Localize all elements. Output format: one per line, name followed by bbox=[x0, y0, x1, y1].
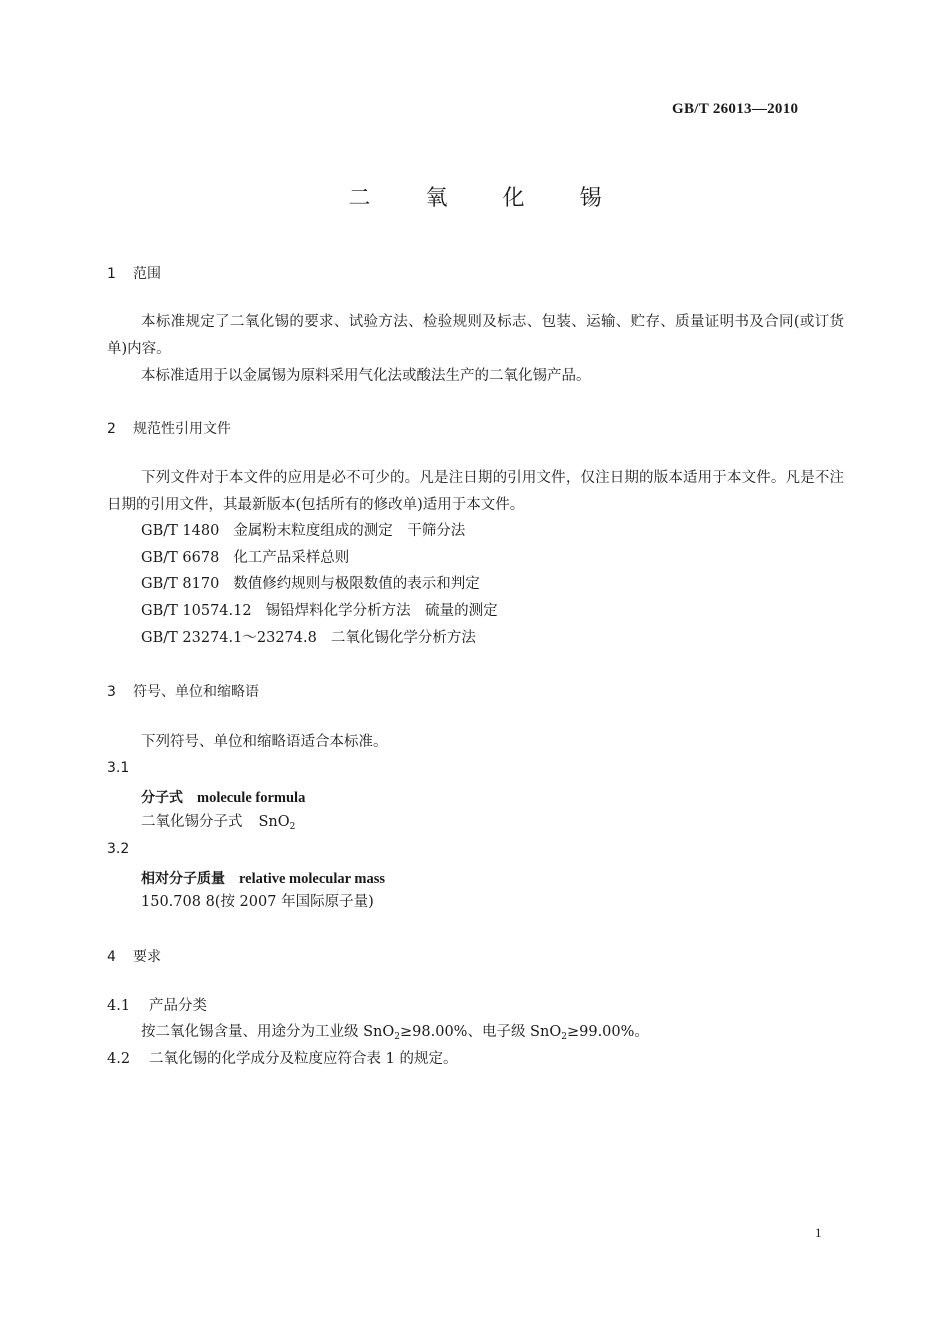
page-number: 1 bbox=[815, 1225, 822, 1240]
document-title: 二 氧 化 锡 bbox=[348, 186, 626, 211]
clause-4-2 bbox=[107, 1046, 457, 1073]
clause-number: 4.1 bbox=[107, 998, 131, 1014]
reference-title: 数值修约规则与极限数值的表示和判定 bbox=[233, 576, 480, 592]
definition-text: 二氧化锡分子式 bbox=[141, 814, 243, 830]
clause-text: 二氧化锡的化学成分及粒度应符合表 1 的规定。 bbox=[149, 1051, 458, 1067]
term-number: 3.1 bbox=[107, 760, 130, 776]
reference-code: GB/T 6678 bbox=[141, 550, 220, 566]
section-2-paragraph-1: 下列文件对于本文件的应用是必不可少的。凡是注日期的引用文件，仅注日期的版本适用于本文件。凡是不注日期的引用文件，其最新版本(包括所有的修改单)适用于本文件。 bbox=[107, 470, 844, 513]
term-definition: 150.708 8(按 2007 年国际原子量) bbox=[141, 894, 374, 910]
term-heading bbox=[141, 868, 385, 888]
section-title: 规范性引用文件 bbox=[133, 421, 231, 437]
term-chinese: 相对分子质量 bbox=[141, 871, 225, 887]
section-4-heading bbox=[107, 946, 161, 966]
reference-item bbox=[141, 545, 349, 572]
term-english: molecule formula bbox=[197, 790, 306, 806]
section-number: 4 bbox=[107, 949, 116, 965]
standard-number: GB/T 26013—2010 bbox=[672, 101, 799, 117]
reference-item bbox=[141, 625, 476, 652]
section-number: 2 bbox=[107, 421, 116, 437]
reference-item bbox=[141, 518, 465, 545]
section-title: 符号、单位和缩略语 bbox=[133, 684, 259, 700]
reference-item bbox=[141, 571, 480, 598]
section-3-heading bbox=[107, 681, 259, 701]
reference-item bbox=[141, 598, 498, 625]
section-3-paragraph-1: 下列符号、单位和缩略语适合本标准。 bbox=[141, 734, 388, 750]
term-english: relative molecular mass bbox=[239, 871, 386, 887]
reference-title: 二氧化锡化学分析方法 bbox=[330, 630, 476, 646]
reference-code: GB/T 1480 bbox=[141, 523, 220, 539]
clause-4-1-text: 按二氧化锡含量、用途分为工业级 SnO$_2$≥98.00%、电子级 SnO$_2$≥99.00%。 bbox=[141, 1024, 649, 1042]
section-number: 3 bbox=[107, 684, 116, 700]
section-1-paragraph-1: 本标准规定了二氧化锡的要求、试验方法、检验规则及标志、包装、运输、贮存、质量证明书及合同(或订货单)内容。 bbox=[107, 314, 844, 357]
reference-title: 化工产品采样总则 bbox=[233, 550, 350, 566]
term-heading bbox=[141, 787, 305, 807]
reference-title: 金属粉末粒度组成的测定 干筛分法 bbox=[233, 523, 466, 539]
clause-title: 产品分类 bbox=[149, 998, 207, 1014]
reference-title: 锡铅焊料化学分析方法 硫量的测定 bbox=[265, 603, 498, 619]
section-1-paragraph-2: 本标准适用于以金属锡为原料采用气化法或酸法生产的二氧化锡产品。 bbox=[141, 368, 591, 384]
clause-4-1-heading bbox=[107, 993, 207, 1020]
reference-code: GB/T 23274.1～23274.8 bbox=[141, 630, 317, 646]
clause-number: 4.2 bbox=[107, 1051, 131, 1067]
term-definition bbox=[141, 809, 295, 841]
section-number: 1 bbox=[107, 266, 116, 282]
term-chinese: 分子式 bbox=[141, 790, 183, 806]
reference-code: GB/T 10574.12 bbox=[141, 603, 252, 619]
section-title: 要求 bbox=[133, 949, 161, 965]
chemical-formula: SnO$_2$ bbox=[258, 814, 296, 832]
section-2-heading bbox=[107, 418, 231, 438]
section-title: 范围 bbox=[133, 266, 161, 282]
section-1-heading bbox=[107, 263, 161, 283]
reference-code: GB/T 8170 bbox=[141, 576, 220, 592]
term-number: 3.2 bbox=[107, 841, 130, 857]
